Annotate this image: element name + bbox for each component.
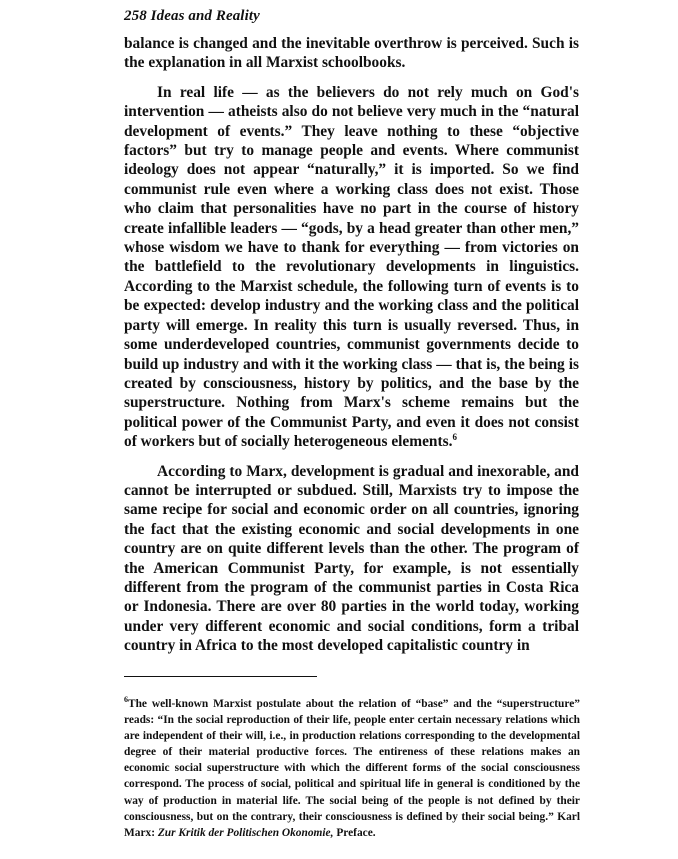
body-text <box>124 34 579 656</box>
footnote-divider <box>124 676 317 677</box>
page-number: 258 <box>124 8 147 24</box>
paragraph-2 <box>124 83 579 452</box>
paragraph-3-text: According to Marx, development is gradual and inexorable, and cannot be interrupted or subdued. Still, Marxists try to impose the same recipe for social and economic order on all countries, ignoring the fact that the existing economic and social developments in one country are on quite different levels than the other. The program of the American Communist Party, for example, is not essentially different from the program of the communist parties in Costa Rica or Indonesia. There are over 80 parties in the world today, working under very different economic and social conditions, form a tribal country in Africa to the most developed capitalistic country in <box>124 462 579 655</box>
footnote-source-suffix: Preface. <box>333 826 376 839</box>
paragraph-1 <box>124 34 579 73</box>
footnote-source-title: Zur Kritik der Politischen Okonomie, <box>157 826 334 839</box>
footnote <box>124 696 580 841</box>
running-header <box>124 8 260 25</box>
footnote-reference: 6 <box>452 432 457 442</box>
paragraph-3 <box>124 462 579 656</box>
footnote-mark: 6 <box>124 695 128 705</box>
running-title: Ideas and Reality <box>150 8 260 24</box>
paragraph-2-text: In real life — as the believers do not rely much on God's intervention — atheists also do not believe very much in the “natural development of events.” They leave nothing to these “objective factors” but try to manage people and events. Where communist ideology does not appear “naturally,” it is imported. So we find communist rule even where a working class does not exist. Those who claim that personalities have no part in the course of history create infallible leaders — “gods, by a head greater than other men,” whose wisdom we have to thank for everything — from victories on the battlefield to the revolutionary developments in linguistics. According to the Marxist schedule, the following turn of events is to be expected: develop industry and the working class and the political party will emerge. In reality this turn is usually reversed. Thus, in some underdeveloped countries, communist governments decide to build up industry and with it the working class — that is, the being is created by consciousness, history by politics, and the base by the superstructure. Nothing from Marx's scheme remains but the political power of the Communist Party, and even it does not consist of workers but of socially heterogeneous elements. <box>124 83 579 451</box>
paragraph-1-text: balance is changed and the inevitable overthrow is perceived. Such is the explanation in all Marxist schoolbooks. <box>124 35 579 72</box>
footnote-text: The well-known Marxist postulate about the relation of “base” and the “superstructure” reads: “In the social reproduction of their life, people enter certain necessary relations which are independent of their will, i.e., in production relations corresponding to the developmental degree of their material productive forces. The entireness of these relations makes an economic social superstructure with which the different forms of the social consciousness correspond. The process of social, political and spiritual life in general is conditioned by the way of production in material life. The social being of the people is not defined by their consciousness, but on the contrary, their consciousness is defined by their social being.” Karl Marx: <box>124 698 580 839</box>
